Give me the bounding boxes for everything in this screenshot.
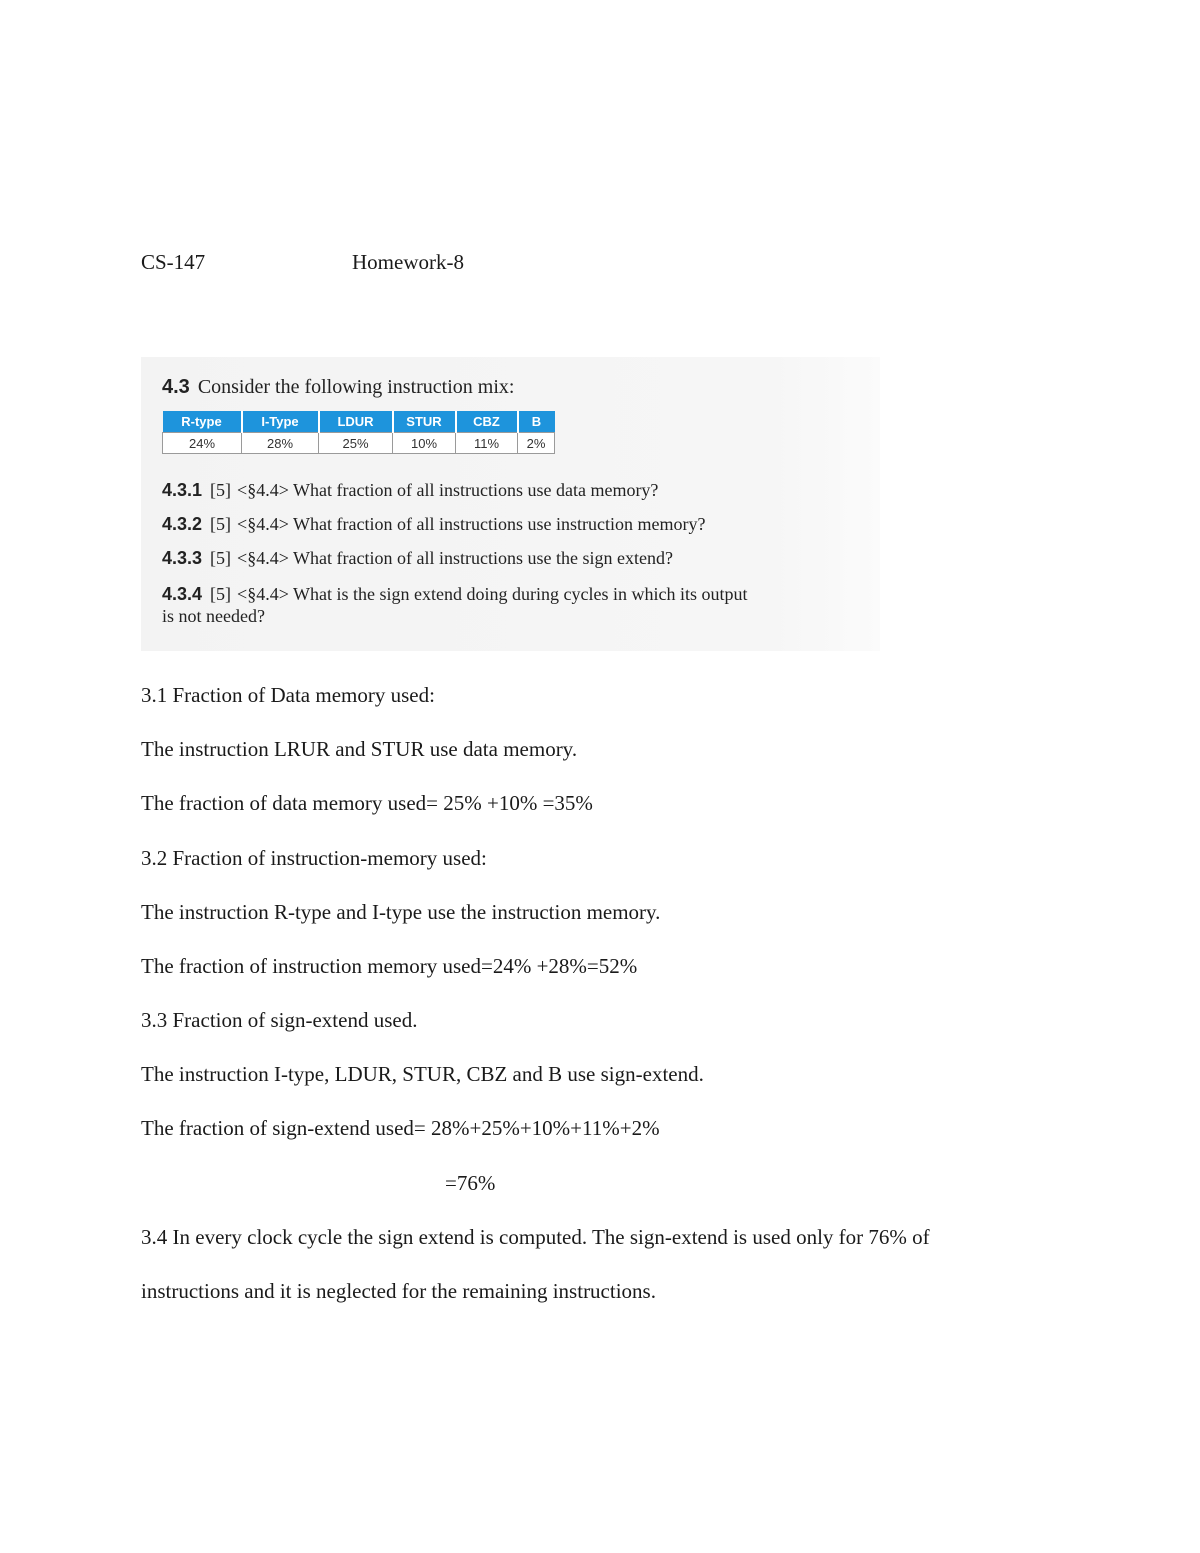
answer-3-4-line: 3.4 In every clock cycle the sign extend is computed. The sign-extend is used only for 76% of <box>141 1225 930 1249</box>
table-value-cell: 11% <box>456 433 518 454</box>
question-4-3-4 <box>162 583 747 627</box>
question-4-3-1 <box>162 480 658 501</box>
question-section: <§4.4> <box>237 584 289 604</box>
answer-3-2-result: The fraction of instruction memory used=24% +28%=52% <box>141 954 638 978</box>
answer-3-2-heading: 3.2 Fraction of instruction-memory used: <box>141 846 487 870</box>
page-header <box>141 250 641 280</box>
table-header-cell: STUR <box>393 411 456 433</box>
question-text-continued: is not needed? <box>162 606 265 626</box>
answer-3-1-line: The instruction LRUR and STUR use data memory. <box>141 737 578 761</box>
answer-3-3-formula: The fraction of sign-extend used= 28%+25%+10%+11%+2% <box>141 1116 660 1140</box>
question-text: What fraction of all instructions use data memory? <box>293 480 659 500</box>
question-points: [5] <box>210 584 232 604</box>
question-text: What fraction of all instructions use the sign extend? <box>293 548 673 568</box>
question-number: 4.3.3 <box>162 548 203 568</box>
answer-3-1-heading: 3.1 Fraction of Data memory used: <box>141 683 435 707</box>
instruction-mix-value-row <box>163 433 555 454</box>
table-header-cell: CBZ <box>456 411 518 433</box>
question-4-3-3 <box>162 548 673 569</box>
instruction-mix-table <box>162 411 555 454</box>
assignment-title: Homework-8 <box>352 250 464 274</box>
question-points: [5] <box>210 548 232 568</box>
answer-3-2-line: The instruction R-type and I-type use the instruction memory. <box>141 900 661 924</box>
question-section: <§4.4> <box>237 514 289 534</box>
excerpt-title <box>162 376 514 399</box>
answer-3-4-line-continued: instructions and it is neglected for the remaining instructions. <box>141 1279 656 1303</box>
table-header-cell: I-Type <box>242 411 319 433</box>
table-value-cell: 10% <box>393 433 456 454</box>
answer-3-3-heading: 3.3 Fraction of sign-extend used. <box>141 1008 418 1032</box>
textbook-excerpt <box>141 357 880 651</box>
answer-3-3-result: =76% <box>445 1171 496 1195</box>
table-value-cell: 24% <box>163 433 242 454</box>
question-points: [5] <box>210 480 232 500</box>
answer-3-1-result: The fraction of data memory used= 25% +10% =35% <box>141 791 593 815</box>
table-value-cell: 28% <box>242 433 319 454</box>
question-number: 4.3.1 <box>162 480 203 500</box>
question-text: What is the sign extend doing during cycles in which its output <box>293 584 748 604</box>
question-section: <§4.4> <box>237 480 289 500</box>
table-header-cell: R-type <box>163 411 242 433</box>
question-4-3-2 <box>162 514 705 535</box>
instruction-mix-header-row <box>163 411 555 433</box>
question-number: 4.3.4 <box>162 584 203 604</box>
question-text: What fraction of all instructions use instruction memory? <box>293 514 706 534</box>
answer-3-3-line: The instruction I-type, LDUR, STUR, CBZ and B use sign-extend. <box>141 1062 704 1086</box>
question-number: 4.3.2 <box>162 514 203 534</box>
table-value-cell: 25% <box>319 433 393 454</box>
question-section: <§4.4> <box>237 548 289 568</box>
table-header-cell: LDUR <box>319 411 393 433</box>
excerpt-number: 4.3 <box>162 376 190 398</box>
table-value-cell: 2% <box>518 433 555 454</box>
excerpt-title-text: Consider the following instruction mix: <box>197 376 515 398</box>
table-header-cell: B <box>518 411 555 433</box>
question-points: [5] <box>210 514 232 534</box>
course-code: CS-147 <box>141 250 206 274</box>
